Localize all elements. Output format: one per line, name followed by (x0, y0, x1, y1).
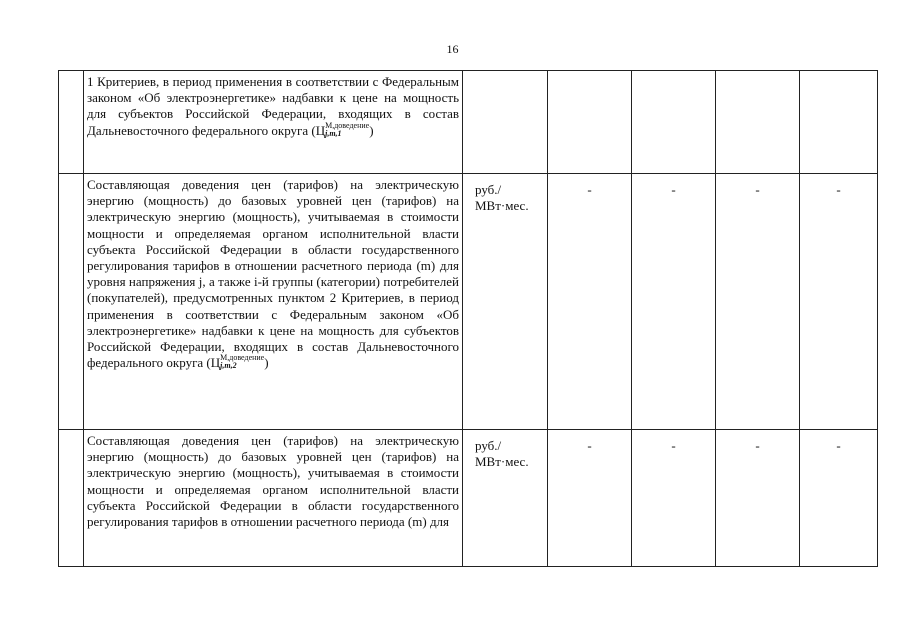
value-text: - (671, 182, 676, 197)
value-cell (632, 174, 716, 430)
value-cell (800, 71, 878, 174)
description-cell (84, 430, 463, 567)
description-cell (84, 71, 463, 174)
unit-cell (463, 174, 548, 430)
value-cell (632, 71, 716, 174)
value-text (632, 71, 715, 79)
value-cell (548, 174, 632, 430)
page-number: 16 (446, 42, 459, 56)
unit-label: руб./ МВт·мес. (475, 438, 529, 470)
value-text: - (587, 438, 592, 453)
symbol-subscript: j,m,1 (325, 128, 342, 138)
unit-label: руб./ МВт·мес. (475, 182, 529, 214)
table-row (59, 174, 878, 430)
value-text: - (755, 438, 760, 453)
value-text: - (587, 182, 592, 197)
unit-cell (463, 71, 548, 174)
value-text: - (755, 182, 760, 197)
value-cell (716, 174, 800, 430)
value-cell (800, 430, 878, 567)
value-cell (632, 430, 716, 567)
value-cell (548, 430, 632, 567)
symbol-subscript: j,m,2 (220, 361, 237, 371)
description-tail: ) (369, 122, 374, 138)
value-text (716, 71, 799, 79)
description-cell (84, 174, 463, 430)
row-description (84, 174, 462, 376)
description-text: Составляющая доведения цен (тарифов) на электрическую энергию (мощность) до базовых уровней цен (тарифов) на электрическую энергию (мощность), учитываемая в стоимости мощности и определяемая органом исполнительной власти субъекта Российской Федерации в области государственного регулирования тарифов в отношении расчетного периода (m) для (87, 433, 459, 530)
value-text (548, 71, 631, 79)
value-cell (548, 71, 632, 174)
symbol-superscript: М,доведение (220, 353, 265, 363)
value-cell (716, 430, 800, 567)
value-text: - (836, 182, 841, 197)
value-text: - (671, 438, 676, 453)
tariff-table (58, 70, 878, 567)
row-description (84, 71, 462, 144)
price-symbol-indices (325, 122, 369, 138)
value-text: - (836, 438, 841, 453)
table-row (59, 430, 878, 567)
description-text: 1 Критериев, в период применения в соответствии с Федеральным законом «Об электроэнергетике» надбавки к цене на мощность для субъектов Российской Федерации, входящих в состав Дальневосточного федерального округа (Ц (87, 74, 459, 138)
unit-cell (463, 430, 548, 567)
value-text (800, 71, 877, 79)
unit-label (463, 71, 547, 79)
index-cell (59, 174, 84, 430)
index-cell (59, 71, 84, 174)
table-row (59, 71, 878, 174)
index-cell (59, 430, 84, 567)
price-symbol-indices (220, 354, 264, 370)
value-cell (800, 174, 878, 430)
value-cell (716, 71, 800, 174)
description-tail: ) (264, 355, 269, 371)
description-text: Составляющая доведения цен (тарифов) на электрическую энергию (мощность) до базовых уровней цен (тарифов) на электрическую энергию (мощность), учитываемая в стоимости мощности и определяемая органом исполнительной власти субъекта Российской Федерации в области государственного регулирования тарифов в отношении расчетного периода (m) для уровня напряжения j, а также i-й группы (категории) потребителей (покупателей), предусмотренных пунктом 2 Критериев, в период применения в соответствии с Федеральным законом «Об электроэнергетике» надбавки к цене на мощность для субъектов Российской Федерации, входящих в состав Дальневосточного федерального округа (Ц (87, 177, 459, 371)
symbol-superscript: М,доведение (325, 120, 370, 130)
row-description (84, 430, 462, 534)
